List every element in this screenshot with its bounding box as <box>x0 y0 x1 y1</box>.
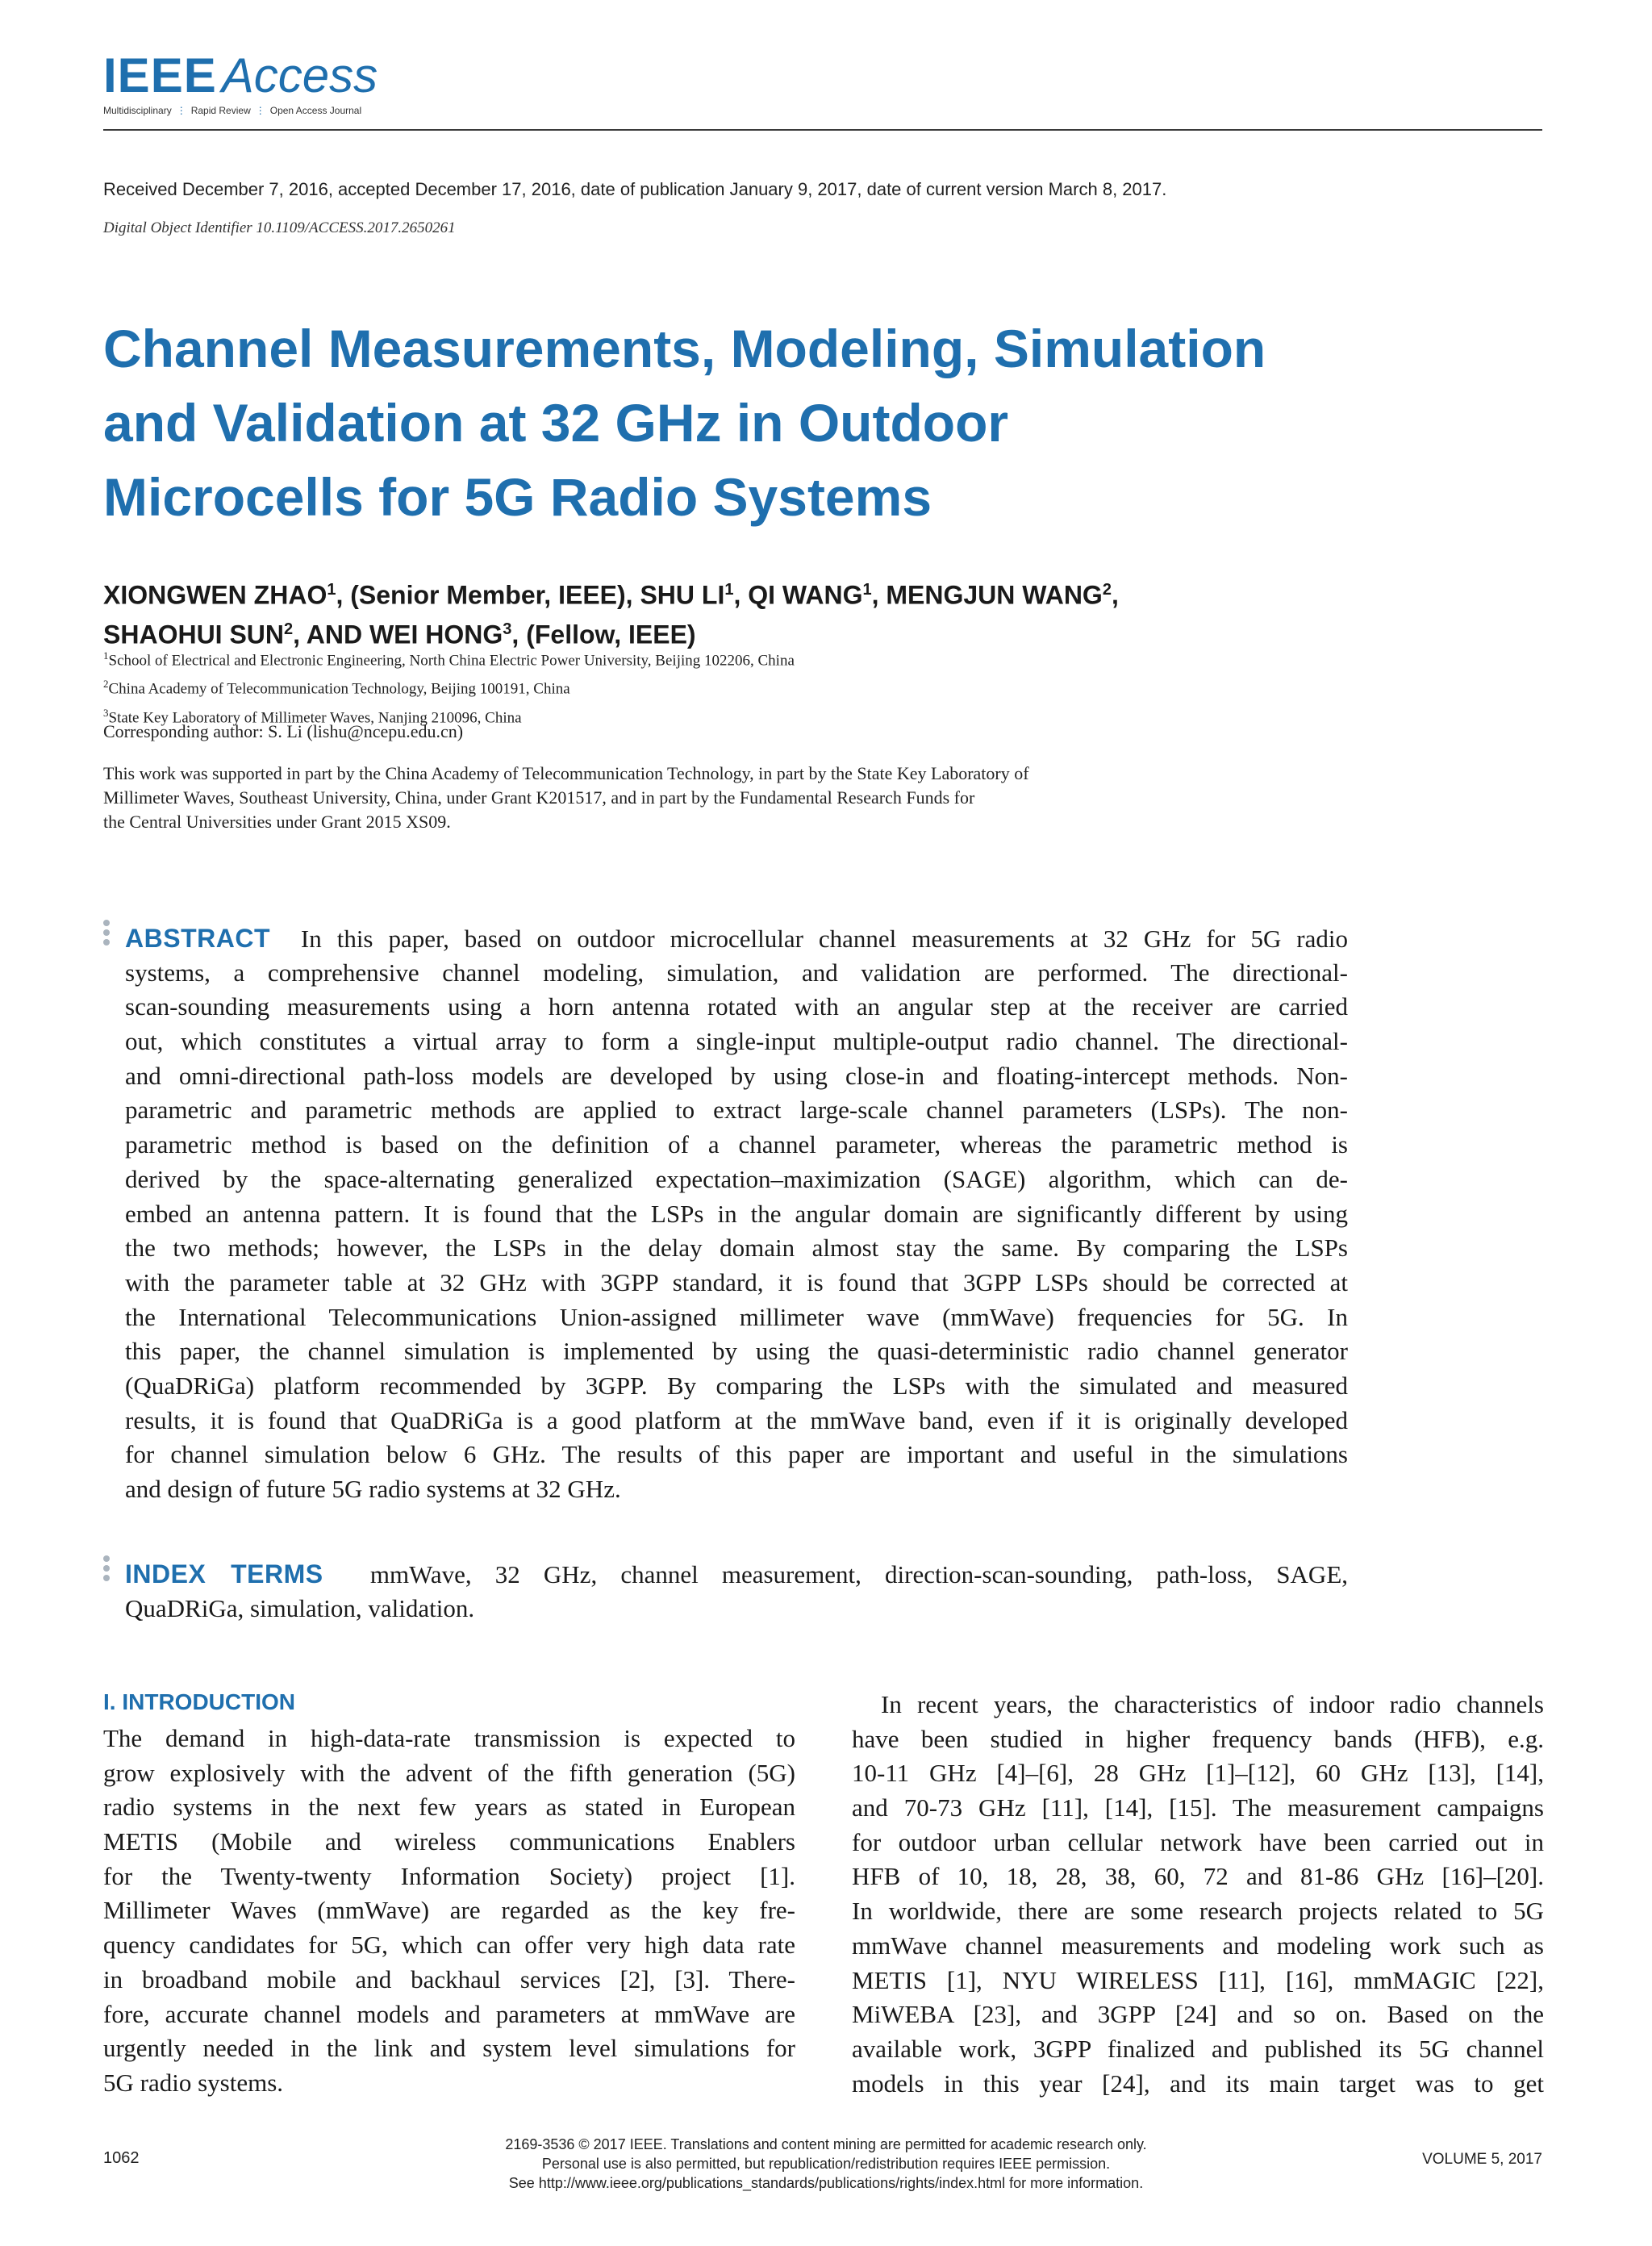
title-line: and Validation at 32 GHz in Outdoor <box>103 393 1009 453</box>
body-line: for the Twenty-twenty Information Society) project [1]. <box>103 1861 795 1890</box>
abstract-line: out, which constitutes a virtual array to form a single-input multiple-output radio channel. The directional- <box>125 1027 1348 1056</box>
paper-title <box>103 311 1394 534</box>
body-line: available work, 3GPP finalized and published its 5G channel <box>852 2034 1544 2063</box>
body-line: mmWave channel measurements and modeling work such as <box>852 1931 1544 1960</box>
copyright-line: Personal use is also permitted, but republication/redistribution requires IEEE permission. <box>541 2156 1111 2172</box>
index-line: INDEX TERMS mmWave, 32 GHz, channel measurement, direction-scan-sounding, path-loss, SAGE, <box>125 1559 1349 1588</box>
affiliation: $^3$State Key Laboratory of Millimeter Waves, Nanjing 210096, China <box>103 706 522 726</box>
body-line: 10-11 GHz [4]–[6], 28 GHz [1]–[12], 60 GHz [13], [14], <box>852 1759 1544 1788</box>
doi-line: Digital Object Identifier 10.1109/ACCESS.2017.2650261 <box>103 219 456 236</box>
body-line: for outdoor urban cellular network have been carried out in <box>852 1827 1544 1856</box>
body-line: models in this year [24], and its main target was to get <box>852 2069 1544 2098</box>
author-sep: , <box>1111 580 1119 610</box>
abstract-line: parametric and parametric methods are applied to extract large-scale channel parameters (LSPs). The non- <box>125 1096 1348 1125</box>
abstract-line: embed an antenna pattern. It is found that the LSPs in the angular domain are significantly different by using <box>125 1199 1348 1228</box>
abstract-label: ABSTRACT <box>125 924 270 953</box>
logo-ieee-text: IEEE <box>103 48 217 102</box>
funding-line: Millimeter Waves, Southeast University, China, under Grant K201517, and in part by the Fundamental Research Funds for <box>103 787 975 808</box>
author-role: , (Fellow, IEEE) <box>511 620 696 649</box>
body-line: radio systems in the next few years as stated in European <box>103 1793 795 1822</box>
abstract-line: scan-sounding measurements using a horn antenna rotated with an angular step at the receiver are carried <box>125 992 1348 1021</box>
intro-left-column <box>103 1722 795 2101</box>
body-line: In recent years, the characteristics of indoor radio channels <box>881 1690 1544 1718</box>
affiliations <box>103 644 795 729</box>
tagline-item: Open Access Journal <box>269 105 362 116</box>
index-terms <box>125 1557 1348 1626</box>
tagline-item: Multidisciplinary <box>103 105 172 116</box>
funding-statement <box>103 762 1378 834</box>
intro-right-column <box>852 1688 1544 2101</box>
journal-logo <box>103 50 378 116</box>
volume-label: VOLUME 5, 2017 <box>1422 2151 1542 2168</box>
copyright-line: See http://www.ieee.org/publications_standards/publications/rights/index.html for more information. <box>508 2175 1144 2191</box>
author-name: SHU LI <box>640 580 725 610</box>
abstract <box>125 921 1348 1507</box>
abstract-line: parametric method is based on the definition of a channel parameter, whereas the parametric method is <box>125 1130 1348 1159</box>
funding-line: This work was supported in part by the China Academy of Telecommunication Technology, in part by the State Key Laboratory of <box>103 763 1029 783</box>
title-line: Channel Measurements, Modeling, Simulation <box>103 319 1266 378</box>
author-name: , QI WANG <box>733 580 863 610</box>
index-terms-label: INDEX TERMS <box>125 1559 323 1588</box>
body-line: urgently needed in the link and system level simulations for <box>103 2034 795 2063</box>
copyright-line: 2169-3536 © 2017 IEEE. Translations and content mining are permitted for academic research only. <box>505 2136 1147 2152</box>
body-line: METIS (Mobile and wireless communications Enablers <box>103 1827 795 1856</box>
author-name: , AND WEI HONG <box>293 620 503 649</box>
corresponding-author: Corresponding author: S. Li (lishu@ncepu.edu.cn) <box>103 721 464 741</box>
abstract-line: results, it is found that QuaDRiGa is a good platform at the mmWave band, even if it is originally developed <box>125 1405 1348 1434</box>
title-line: Microcells for 5G Radio Systems <box>103 467 932 527</box>
abstract-line: for channel simulation below 6 GHz. The results of this paper are important and useful in the simulations <box>125 1440 1348 1469</box>
abstract-line: derived by the space-alternating generalized expectation–maximization (SAGE) algorithm, which can de- <box>125 1164 1348 1193</box>
body-line: In worldwide, there are some research projects related to 5G <box>852 1897 1544 1926</box>
author-list <box>103 573 1475 651</box>
author-name: XIONGWEN ZHAO <box>103 580 327 610</box>
body-line: and 70-73 GHz [11], [14], [15]. The measurement campaigns <box>852 1793 1544 1822</box>
tagline-item: Rapid Review <box>190 105 251 116</box>
affil-marker: 2 <box>1102 581 1112 599</box>
affiliation: $^1$School of Electrical and Electronic Engineering, North China Electric Power University, Beijing 102206, China <box>103 649 795 670</box>
index-terms-dots-icon <box>103 1555 111 1584</box>
affil-marker: 3 <box>503 620 512 638</box>
copyright-notice <box>323 2135 1329 2193</box>
abstract-line: the two methods; however, the LSPs in the delay domain almost stay the same. By comparing the LSPs <box>125 1234 1348 1263</box>
abstract-line: the International Telecommunications Union-assigned millimeter wave (mmWave) frequencies for 5G. In <box>125 1302 1348 1331</box>
body-line: grow explosively with the advent of the fifth generation (5G) <box>103 1758 795 1787</box>
affil-marker: 1 <box>724 581 734 599</box>
body-line: 5G radio systems. <box>103 2068 284 2097</box>
body-line: Millimeter Waves (mmWave) are regarded as the key fre- <box>103 1896 795 1925</box>
affil-marker: 2 <box>284 620 294 638</box>
logo-access-text: Access <box>221 48 378 102</box>
abstract-line: with the parameter table at 32 GHz with 3GPP standard, it is found that 3GPP LSPs should be corrected at <box>125 1267 1348 1296</box>
abstract-line: and design of future 5G radio systems at 32 GHz. <box>125 1475 621 1503</box>
header-divider <box>103 129 1542 131</box>
abstract-dots-icon <box>103 920 111 949</box>
abstract-line: (QuaDRiGa) platform recommended by 3GPP. By comparing the LSPs with the simulated and measured <box>125 1371 1348 1400</box>
body-line: The demand in high-data-rate transmission is expected to <box>103 1724 795 1752</box>
author-line <box>103 573 1475 612</box>
section-heading: I. INTRODUCTION <box>103 1689 295 1714</box>
body-line: fore, accurate channel models and parameters at mmWave are <box>103 1999 795 2028</box>
body-line: in broadband mobile and backhaul services [2], [3]. There- <box>103 1964 795 1993</box>
abstract-line: ABSTRACT In this paper, based on outdoor microcellular channel measurements at 32 GHz for 5G radio <box>125 924 1348 953</box>
body-line: MiWEBA [23], and 3GPP [24] and so on. Based on the <box>852 2000 1544 2029</box>
received-dates: Received December 7, 2016, accepted December 17, 2016, date of publication January 9, 2017, date of current version March 8, 2017. <box>103 179 1167 199</box>
author-name: SHAOHUI SUN <box>103 620 285 649</box>
logo-tagline: Multidisciplinary ⋮ Rapid Review ⋮ Open Access Journal <box>103 105 362 116</box>
abstract-line: and omni-directional path-loss models are developed by using close-in and floating-intercept methods. Non- <box>125 1061 1348 1090</box>
body-line: HFB of 10, 18, 28, 38, 60, 72 and 81-86 GHz [16]–[20]. <box>852 1862 1544 1891</box>
affil-marker: 1 <box>327 581 336 599</box>
abstract-line: systems, a comprehensive channel modeling, simulation, and validation are performed. The directional- <box>125 958 1348 987</box>
author-name: , MENGJUN WANG <box>871 580 1103 610</box>
page-number: 1062 <box>103 2149 140 2167</box>
author-role: , (Senior Member, IEEE), <box>336 580 640 610</box>
abstract-line: this paper, the channel simulation is implemented by using the quasi-deterministic radio channel generator <box>125 1337 1348 1366</box>
affiliation: $^2$China Academy of Telecommunication Technology, Beijing 100191, China <box>103 678 570 698</box>
body-line: METIS [1], NYU WIRELESS [11], [16], mmMAGIC [22], <box>852 1965 1544 1994</box>
body-line: quency candidates for 5G, which can offer very high data rate <box>103 1931 795 1960</box>
body-line: have been studied in higher frequency bands (HFB), e.g. <box>852 1724 1544 1753</box>
affil-marker: 1 <box>862 581 872 599</box>
funding-line: the Central Universities under Grant 2015 XS09. <box>103 812 451 832</box>
index-line: QuaDRiGa, simulation, validation. <box>125 1593 475 1622</box>
